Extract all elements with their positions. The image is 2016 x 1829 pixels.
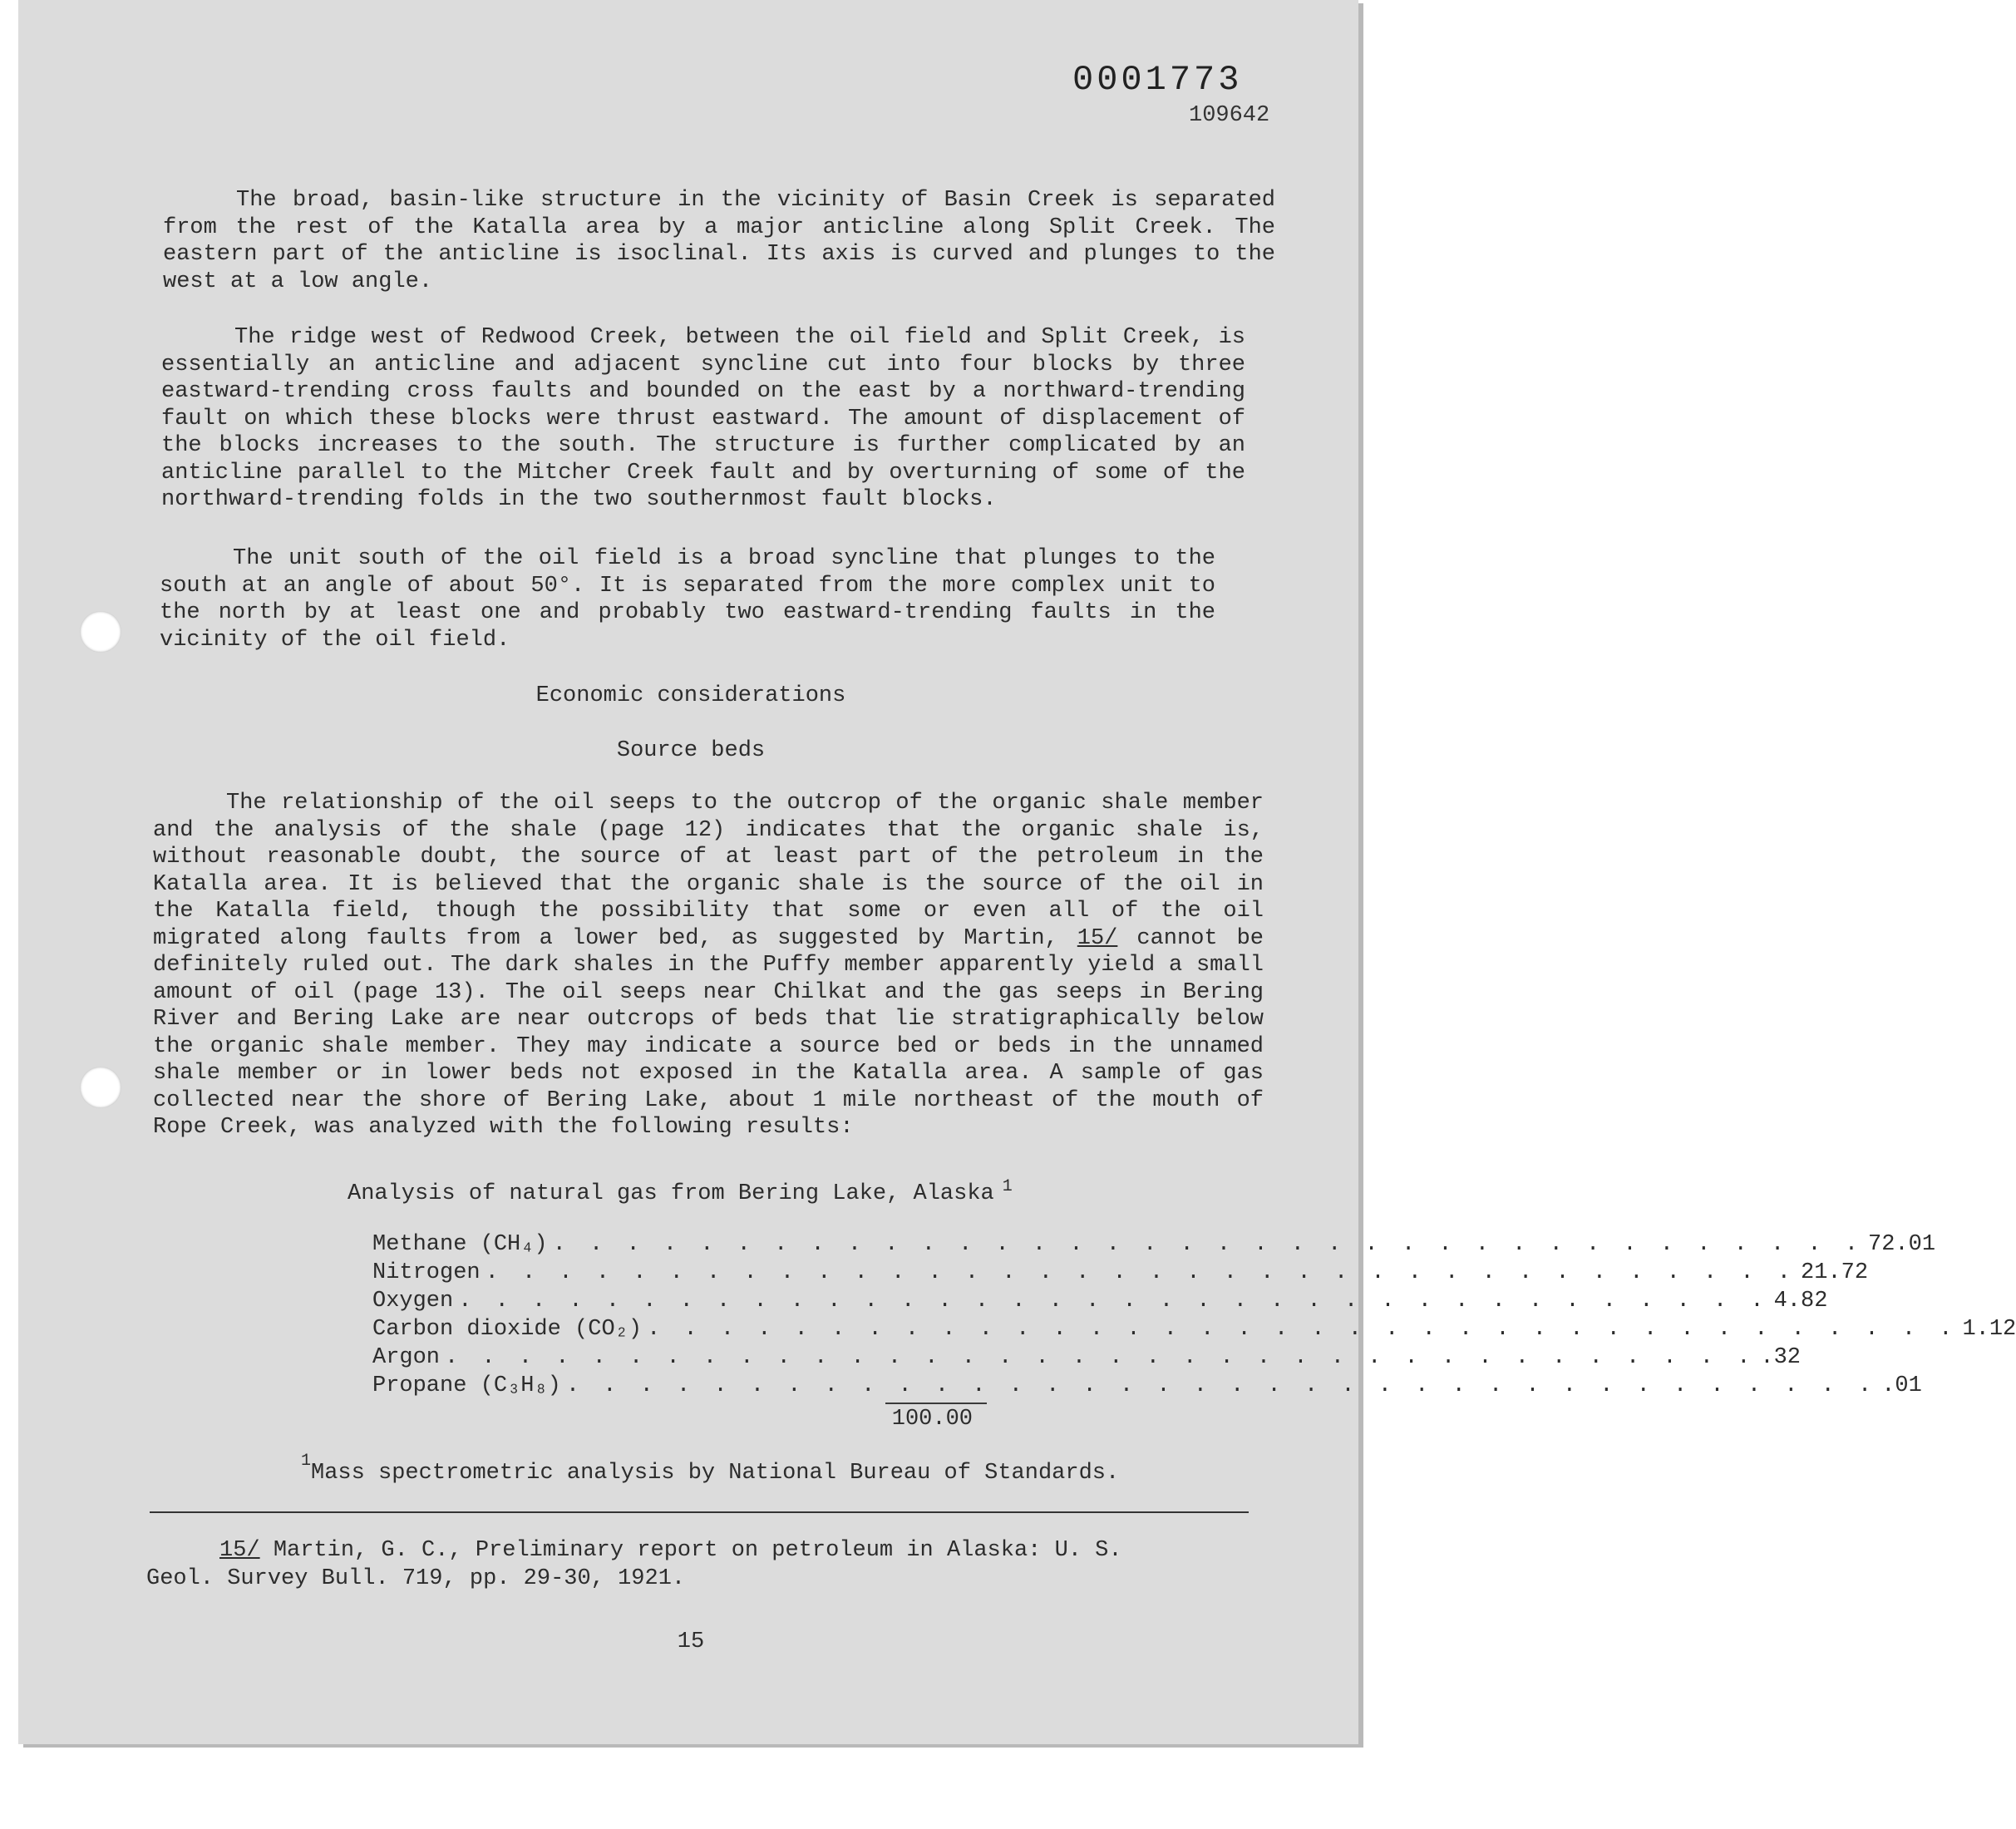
footnote-divider bbox=[150, 1511, 1249, 1513]
document-number: 0001773 bbox=[1072, 60, 1243, 100]
gas-name: Argon bbox=[372, 1345, 441, 1370]
gas-name: Carbon dioxide (CO₂) bbox=[372, 1317, 643, 1342]
gas-value: 4.82 bbox=[1773, 1289, 1828, 1314]
binder-hole-bottom bbox=[80, 1067, 121, 1108]
gas-row bbox=[372, 1259, 1869, 1287]
source-beds-text-end: cannot be definitely ruled out. The dark shales in the Puffy member apparently yield a small amount of oil (page 13). The oil seeps near Chilkat and the gas seeps in Bering River and Bering Lake are near outcrops of beds that lie stratigraphically below the organic shale member. They may indicate a source bed or beds in the unnamed shale member or in lower beds not exposed in the Katalla area. A sample of gas collected near the shore of Bering Lake, about 1 mile northeast of the mouth of Rope Creek, was analyzed with the following results: bbox=[153, 925, 1264, 1140]
gas-value: 72.01 bbox=[1868, 1232, 1936, 1257]
gas-name: Oxygen bbox=[372, 1289, 454, 1314]
paragraph-source-beds bbox=[153, 790, 1264, 1141]
paragraph-redwood-creek: The ridge west of Redwood Creek, between the oil field and Split Creek, is essentially an anticline and adjacent syncline cut into four blocks by three eastward-trending cross faults and bounded on the east by a northward-trending fault on which these blocks were thrust eastward. The amount of displacement of the blocks increases to the south. The structure is further complicated by an anticline parallel to the Mitcher Creek fault and by overturning of some of the northward-trending folds in the two southernmost fault blocks. bbox=[161, 325, 1245, 512]
paragraph-basin-creek: The broad, basin-like structure in the vicinity of Basin Creek is separated from the rest of the Katalla area by a major anticline along Split Creek. The eastern part of the anticline is isoclinal. Its axis is curved and plunges to the west at a low angle. bbox=[163, 188, 1275, 294]
gas-name: Propane (C₃H₈) bbox=[372, 1373, 561, 1398]
gas-value: 1.12 bbox=[1962, 1317, 2016, 1342]
paragraph-south-syncline: The unit south of the oil field is a broad syncline that plunges to the south at an angle of about 50°. It is separated from the more complex unit to the north by at least one and probably two eastward-trending faults in the vicinity of the oil field. bbox=[160, 546, 1215, 653]
section-heading: Economic considerations bbox=[535, 683, 846, 708]
gas-row bbox=[372, 1230, 1936, 1259]
table-footnote-text: Mass spectrometric analysis by National Bureau of Standards. bbox=[311, 1461, 1120, 1486]
gas-value: .01 bbox=[1881, 1373, 1922, 1398]
dot-leader: . . . . . . . . . . . . . . . . . . . . . . . . . . . . . . . . . . . . bbox=[485, 1260, 1797, 1285]
dot-leader: . . . . . . . . . . . . . . . . . . . . . . . . . . . . . . . . . . . . bbox=[458, 1289, 1769, 1314]
gas-table-title-text: Analysis of natural gas from Bering Lake, Alaska bbox=[348, 1181, 994, 1206]
footnote bbox=[146, 1536, 1194, 1593]
sum-rule bbox=[885, 1403, 987, 1404]
dot-leader: . . . . . . . . . . . . . . . . . . . . . . . . . . . . . . . . . . . . bbox=[565, 1373, 1877, 1398]
dot-leader: . . . . . . . . . . . . . . . . . . . . . . . . . . . . . . . . . . . . bbox=[552, 1232, 1864, 1257]
subsection-heading: Source beds bbox=[616, 738, 766, 763]
gas-row bbox=[372, 1343, 1802, 1372]
table-footnote bbox=[301, 1452, 1120, 1486]
gas-row bbox=[372, 1287, 1828, 1315]
gas-analysis-table bbox=[372, 1230, 2016, 1400]
dot-leader: . . . . . . . . . . . . . . . . . . . . . . . . . . . . . . . . . . . . bbox=[445, 1345, 1756, 1370]
footnote-ref: 15/ bbox=[219, 1538, 260, 1563]
reference-marker: 15/ bbox=[1077, 925, 1118, 951]
gas-value: .32 bbox=[1760, 1345, 1802, 1370]
gas-table-note-marker: 1 bbox=[1002, 1177, 1013, 1196]
source-beds-text-start: The relationship of the oil seeps to the outcrop of the organic shale member and the analysis of the shale (page 12) indicates that the organic shale is, without reasonable doubt, the source of at least part of the petroleum in the Katalla area. It is believed that the organic shale is the source of the oil in the Katalla field, though the possibility that some or even all of the oil migrated along faults from a lower bed, as suggested by Martin, bbox=[153, 791, 1264, 951]
dot-leader: . . . . . . . . . . . . . . . . . . . . . . . . . . . . . . . . . . . . bbox=[647, 1317, 1958, 1342]
gas-row bbox=[372, 1315, 2016, 1343]
gas-table-title bbox=[348, 1177, 1013, 1206]
gas-name: Nitrogen bbox=[372, 1260, 481, 1285]
footnote-text: Martin, G. C., Preliminary report on petroleum in Alaska: U. S. Geol. Survey Bull. 719, pp. 29-30, 1921. bbox=[146, 1538, 1122, 1591]
table-footnote-marker: 1 bbox=[301, 1452, 312, 1471]
gas-row bbox=[372, 1372, 1922, 1400]
binder-hole-top bbox=[80, 611, 121, 653]
page-number: 15 bbox=[677, 1629, 705, 1654]
gas-total: 100.00 bbox=[891, 1407, 973, 1432]
gas-value: 21.72 bbox=[1801, 1260, 1869, 1285]
document-id: 109642 bbox=[1189, 103, 1270, 128]
gas-name: Methane (CH₄) bbox=[372, 1232, 548, 1257]
